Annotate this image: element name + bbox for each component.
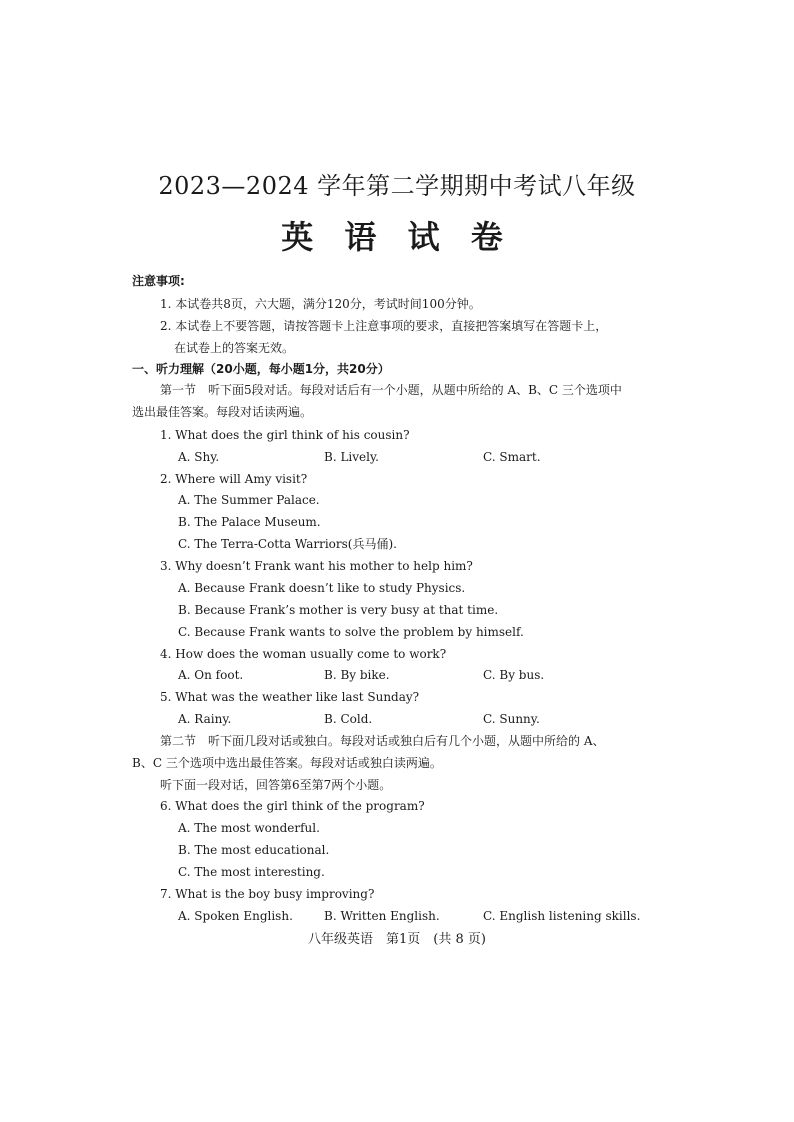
question-6-option-a: A. The most wonderful. [178, 821, 320, 835]
question-4-option-c: C. By bus. [483, 668, 545, 682]
question-5-option-b: B. Cold. [324, 712, 373, 726]
question-4-option-a: A. On foot. [178, 668, 244, 682]
question-3-option-c: C. Because Frank wants to solve the problem by himself. [178, 625, 524, 639]
question-7-stem: 7. What is the boy busy improving? [160, 887, 375, 901]
question-6-option-b: B. The most educational. [178, 843, 330, 857]
question-6-option-c: C. The most interesting. [178, 865, 325, 879]
section1-intro-line1: 第一节 听下面5段对话。每段对话后有一个小题，从题中所给的 A、B、C 三个选项中 [160, 383, 622, 397]
question-4-stem: 4. How does the woman usually come to work? [160, 647, 447, 661]
question-3-option-a: A. Because Frank doesn’t like to study Physics. [178, 581, 466, 595]
question-4-option-b: B. By bike. [324, 668, 390, 682]
question-3-option-b: B. Because Frank’s mother is very busy at that time. [178, 603, 499, 617]
question-3-stem: 3. Why doesn’t Frank want his mother to help him? [160, 559, 473, 573]
question-1-option-b: B. Lively. [324, 450, 379, 464]
question-2-option-c: C. The Terra-Cotta Warriors(兵马俑). [178, 537, 397, 551]
section2-intro-line2: B、C 三个选项中选出最佳答案。每段对话或独白读两遍。 [132, 756, 442, 770]
part1-heading: 一、听力理解（20小题，每小题1分，共20分） [132, 362, 390, 376]
notes-item-2: 2. 本试卷上不要答题，请按答题卡上注意事项的要求，直接把答案填写在答题卡上， [160, 319, 608, 333]
section2-intro-line1: 第二节 听下面几段对话或独白。每段对话或独白后有几个小题，从题中所给的 A、 [160, 734, 605, 748]
exam-title-line1: 2023—2024 学年第二学期期中考试八年级 [158, 172, 636, 200]
exam-title-line2: 英 语 试 卷 [281, 218, 513, 256]
question-2-stem: 2. Where will Amy visit? [160, 472, 308, 486]
question-5-stem: 5. What was the weather like last Sunday? [160, 690, 420, 704]
notes-heading: 注意事项: [132, 274, 185, 288]
question-6-stem: 6. What does the girl think of the program? [160, 799, 425, 813]
question-7-option-b: B. Written English. [324, 909, 440, 923]
question-2-option-b: B. The Palace Museum. [178, 515, 321, 529]
question-2-option-a: A. The Summer Palace. [178, 493, 320, 507]
page-footer: 八年级英语 第1页 (共 8 页) [308, 932, 486, 947]
question-1-option-a: A. Shy. [178, 450, 220, 464]
notes-item-2-continued: 在试卷上的答案无效。 [174, 341, 295, 355]
question-5-option-c: C. Sunny. [483, 712, 540, 726]
section1-intro-line2: 选出最佳答案。每段对话读两遍。 [132, 405, 313, 419]
question-7-option-c: C. English listening skills. [483, 909, 641, 923]
question-1-option-c: C. Smart. [483, 450, 541, 464]
question-7-option-a: A. Spoken English. [178, 909, 293, 923]
dialog-note: 听下面一段对话，回答第6至第7两个小题。 [160, 778, 392, 792]
question-1-stem: 1. What does the girl think of his cousin? [160, 428, 410, 442]
notes-item-1: 1. 本试卷共8页，六大题，满分120分，考试时间100分钟。 [160, 297, 481, 311]
question-5-option-a: A. Rainy. [178, 712, 232, 726]
